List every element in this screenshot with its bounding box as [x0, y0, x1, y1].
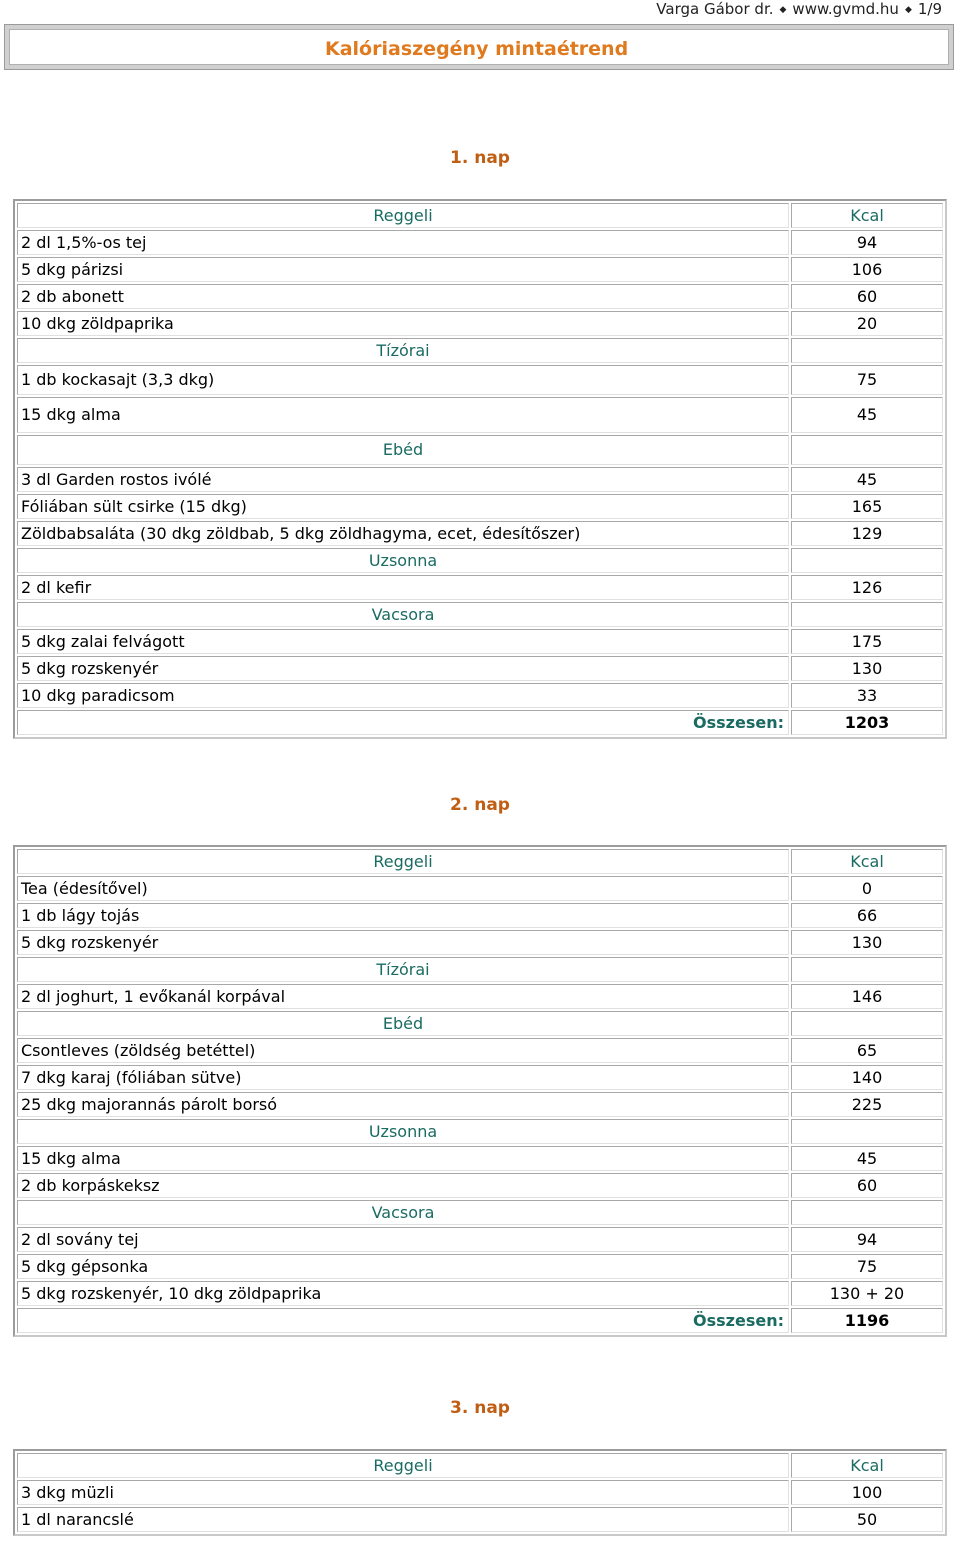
kcal-column-header: Kcal	[791, 1453, 943, 1478]
kcal-cell	[791, 1011, 943, 1036]
kcal-value: 33	[791, 683, 943, 708]
kcal-value: 140	[791, 1065, 943, 1090]
food-item: 5 dkg rozskenyér	[17, 656, 789, 681]
kcal-column-header: Kcal	[791, 203, 943, 228]
food-row	[17, 1227, 943, 1252]
kcal-cell	[791, 957, 943, 982]
kcal-value: 165	[791, 494, 943, 519]
meal-name: Reggeli	[17, 203, 789, 228]
food-item: 3 dkg müzli	[17, 1480, 789, 1505]
food-row	[17, 1254, 943, 1279]
day-2-heading: 2. nap	[450, 795, 510, 815]
kcal-cell	[791, 1200, 943, 1225]
food-item: 5 dkg párizsi	[17, 257, 789, 282]
day-2-menu-table	[13, 845, 947, 1337]
total-kcal: 1203	[791, 710, 943, 735]
food-item: Csontleves (zöldség betéttel)	[17, 1038, 789, 1063]
page-number: 1/9	[917, 0, 942, 18]
meal-header-row	[17, 203, 943, 228]
food-row	[17, 629, 943, 654]
food-item: 15 dkg alma	[17, 397, 789, 433]
site-link[interactable]: www.gvmd.hu	[792, 0, 899, 18]
food-item: 2 dl kefir	[17, 575, 789, 600]
food-item: 1 db kockasajt (3,3 dkg)	[17, 365, 789, 395]
food-row	[17, 1038, 943, 1063]
total-kcal: 1196	[791, 1308, 943, 1333]
food-row	[17, 1092, 943, 1117]
food-item: 1 db lágy tojás	[17, 903, 789, 928]
title-box	[4, 24, 954, 70]
kcal-value: 130	[791, 930, 943, 955]
kcal-value: 60	[791, 1173, 943, 1198]
meal-header-row	[17, 1119, 943, 1144]
food-item: 2 db korpáskeksz	[17, 1173, 789, 1198]
food-item: 25 dkg majorannás párolt borsó	[17, 1092, 789, 1117]
diamond-icon: ◆	[904, 5, 912, 15]
kcal-column-header: Kcal	[791, 849, 943, 874]
kcal-value: 130	[791, 656, 943, 681]
food-item: 5 dkg rozskenyér	[17, 930, 789, 955]
kcal-value: 126	[791, 575, 943, 600]
meal-name: Reggeli	[17, 849, 789, 874]
food-item: Zöldbabsaláta (30 dkg zöldbab, 5 dkg zöldhagyma, ecet, édesítőszer)	[17, 521, 789, 546]
diamond-icon: ◆	[779, 5, 787, 15]
kcal-value: 225	[791, 1092, 943, 1117]
kcal-value: 60	[791, 284, 943, 309]
food-row	[17, 397, 943, 433]
food-row	[17, 1281, 943, 1306]
total-label: Összesen:	[17, 1308, 789, 1333]
kcal-cell	[791, 548, 943, 573]
food-row	[17, 311, 943, 336]
kcal-value: 0	[791, 876, 943, 901]
meal-name: Vacsora	[17, 1200, 789, 1225]
food-row	[17, 683, 943, 708]
kcal-value: 20	[791, 311, 943, 336]
food-item: 2 dl 1,5%-os tej	[17, 230, 789, 255]
total-row	[17, 710, 943, 735]
kcal-value: 66	[791, 903, 943, 928]
kcal-cell	[791, 338, 943, 363]
kcal-value: 146	[791, 984, 943, 1009]
food-item: 2 dl sovány tej	[17, 1227, 789, 1252]
meal-header-row	[17, 548, 943, 573]
food-item: 2 db abonett	[17, 284, 789, 309]
food-row	[17, 230, 943, 255]
food-row	[17, 1065, 943, 1090]
food-item: 7 dkg karaj (fóliában sütve)	[17, 1065, 789, 1090]
meal-name: Tízórai	[17, 957, 789, 982]
food-row	[17, 984, 943, 1009]
kcal-cell	[791, 435, 943, 465]
food-row	[17, 1146, 943, 1171]
food-row	[17, 575, 943, 600]
food-item: 10 dkg paradicsom	[17, 683, 789, 708]
author-name: Varga Gábor dr.	[656, 0, 774, 18]
kcal-cell	[791, 602, 943, 627]
meal-header-row	[17, 602, 943, 627]
kcal-value: 75	[791, 365, 943, 395]
food-item: Tea (édesítővel)	[17, 876, 789, 901]
food-row	[17, 467, 943, 492]
food-item: 15 dkg alma	[17, 1146, 789, 1171]
food-row	[17, 494, 943, 519]
kcal-value: 129	[791, 521, 943, 546]
food-item: 1 dl narancslé	[17, 1507, 789, 1532]
food-item: 2 dl joghurt, 1 evőkanál korpával	[17, 984, 789, 1009]
meal-name: Ebéd	[17, 1011, 789, 1036]
page-title: Kalóriaszegény mintaétrend	[325, 38, 629, 60]
meal-name: Uzsonna	[17, 548, 789, 573]
food-item: 3 dl Garden rostos ivólé	[17, 467, 789, 492]
day-1-menu-table	[13, 199, 947, 739]
food-item: Fóliában sült csirke (15 dkg)	[17, 494, 789, 519]
meal-header-row	[17, 1453, 943, 1478]
food-row	[17, 257, 943, 282]
food-item: 5 dkg zalai felvágott	[17, 629, 789, 654]
food-item: 10 dkg zöldpaprika	[17, 311, 789, 336]
meal-header-row	[17, 1200, 943, 1225]
kcal-value: 65	[791, 1038, 943, 1063]
food-item: 5 dkg gépsonka	[17, 1254, 789, 1279]
food-row	[17, 876, 943, 901]
kcal-value: 94	[791, 230, 943, 255]
page-header	[656, 0, 942, 20]
meal-name: Uzsonna	[17, 1119, 789, 1144]
kcal-value: 75	[791, 1254, 943, 1279]
kcal-value: 45	[791, 467, 943, 492]
meal-header-row	[17, 338, 943, 363]
food-row	[17, 1173, 943, 1198]
meal-name: Vacsora	[17, 602, 789, 627]
food-row	[17, 365, 943, 395]
kcal-value: 94	[791, 1227, 943, 1252]
meal-name: Reggeli	[17, 1453, 789, 1478]
meal-header-row	[17, 849, 943, 874]
meal-name: Ebéd	[17, 435, 789, 465]
meal-header-row	[17, 957, 943, 982]
food-row	[17, 1507, 943, 1532]
meal-header-row	[17, 1011, 943, 1036]
food-row	[17, 521, 943, 546]
day-3-menu-table	[13, 1449, 947, 1536]
total-row	[17, 1308, 943, 1333]
total-label: Összesen:	[17, 710, 789, 735]
kcal-value: 100	[791, 1480, 943, 1505]
food-row	[17, 1480, 943, 1505]
kcal-cell	[791, 1119, 943, 1144]
day-3-heading: 3. nap	[450, 1398, 510, 1418]
kcal-value: 106	[791, 257, 943, 282]
food-row	[17, 903, 943, 928]
food-row	[17, 284, 943, 309]
food-item: 5 dkg rozskenyér, 10 dkg zöldpaprika	[17, 1281, 789, 1306]
day-1-heading: 1. nap	[450, 148, 510, 168]
kcal-value: 50	[791, 1507, 943, 1532]
kcal-value: 175	[791, 629, 943, 654]
meal-header-row	[17, 435, 943, 465]
food-row	[17, 930, 943, 955]
kcal-value: 130 + 20	[791, 1281, 943, 1306]
meal-name: Tízórai	[17, 338, 789, 363]
food-row	[17, 656, 943, 681]
kcal-value: 45	[791, 397, 943, 433]
kcal-value: 45	[791, 1146, 943, 1171]
